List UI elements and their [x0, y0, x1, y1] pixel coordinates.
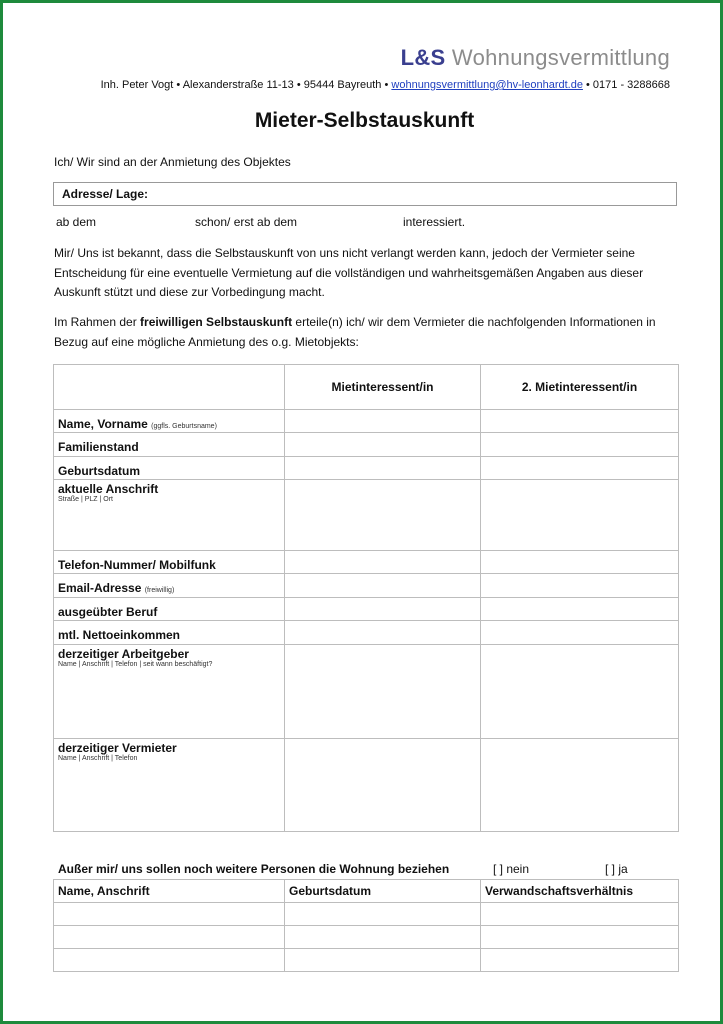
anschrift-sublabel: Straße | PLZ | Ort [58, 496, 113, 503]
row-label [54, 645, 285, 739]
col-header-name: Name, Anschrift [54, 880, 285, 903]
row-label [54, 598, 285, 621]
input-cell[interactable] [285, 903, 481, 926]
col-header-applicant-2: 2. Mietinteressent/in [481, 365, 679, 410]
table-row [54, 551, 679, 574]
input-cell[interactable] [481, 574, 679, 598]
row-label [54, 574, 285, 598]
input-cell[interactable] [54, 949, 285, 972]
interessiert-label: interessiert. [403, 215, 466, 229]
contact-phone: • 0171 - 3288668 [582, 79, 670, 91]
persons-table [53, 879, 679, 972]
row-label [54, 551, 285, 574]
applicant-table [53, 364, 679, 832]
consent-paragraph [54, 313, 679, 352]
input-cell[interactable] [481, 645, 679, 739]
input-cell[interactable] [285, 410, 481, 433]
beruf-label: ausgeübter Beruf [58, 605, 158, 619]
name-sublabel: (ggfls. Geburtsname) [151, 423, 217, 430]
table-row [54, 457, 679, 480]
page-title: Mieter-Selbstauskunft [254, 109, 475, 132]
table-row [54, 621, 679, 645]
input-cell[interactable] [481, 551, 679, 574]
einkommen-label: mtl. Nettoeinkommen [58, 628, 181, 642]
checkbox-nein[interactable]: [ ] nein [493, 862, 530, 876]
input-cell[interactable] [285, 480, 481, 551]
geburtsdatum-label: Geburtsdatum [58, 464, 141, 478]
input-cell[interactable] [481, 457, 679, 480]
table-row [54, 410, 679, 433]
disclaimer-paragraph: Mir/ Uns ist bekannt, dass die Selbstauskunft von uns nicht verlangt werden kann, jedoch der Vermieter seine Entscheidung für eine eventuelle Vermietung auf die vollständigen und wahrheitsgemäßen Angaben aus dieser Auskunft stützt und diese zur Vorbedingung macht. [54, 246, 644, 299]
input-cell[interactable] [285, 574, 481, 598]
logo-initials: L&S [400, 45, 446, 70]
input-cell[interactable] [285, 598, 481, 621]
telefon-label: Telefon-Nummer/ Mobilfunk [58, 558, 216, 572]
input-cell[interactable] [481, 949, 679, 972]
input-cell[interactable] [54, 903, 285, 926]
email-label: Email-Adresse [58, 581, 142, 595]
table-header-row [54, 365, 679, 410]
input-cell[interactable] [481, 410, 679, 433]
input-cell[interactable] [285, 457, 481, 480]
table-row [54, 480, 679, 551]
contact-email-link[interactable]: wohnungsvermittlung@hv-leonhardt.de [391, 79, 583, 91]
input-cell[interactable] [285, 739, 481, 832]
checkbox-ja[interactable]: [ ] ja [605, 862, 628, 876]
familienstand-label: Familienstand [58, 440, 139, 454]
row-label [54, 480, 285, 551]
arbeitgeber-label: derzeitiger Arbeitgeber [58, 647, 189, 661]
company-logo [401, 45, 670, 71]
row-label [54, 433, 285, 457]
address-label: Adresse/ Lage: [62, 187, 149, 201]
table-row [54, 926, 679, 949]
row-label [54, 457, 285, 480]
logo-name: Wohnungsvermittlung [451, 45, 670, 70]
input-cell[interactable] [285, 926, 481, 949]
row-label [54, 621, 285, 645]
anschrift-label: aktuelle Anschrift [58, 482, 159, 496]
arbeitgeber-sublabel: Name | Anschrift | Telefon | seit wann beschäftigt? [58, 661, 213, 668]
col-header-geburtsdatum: Geburtsdatum [285, 880, 481, 903]
input-cell[interactable] [285, 645, 481, 739]
name-label: Name, Vorname [58, 417, 148, 431]
col-header-applicant-1: Mietinteressent/in [285, 365, 481, 410]
table-row [54, 739, 679, 832]
table-row [54, 598, 679, 621]
row-label [54, 410, 285, 433]
input-cell[interactable] [481, 598, 679, 621]
input-cell[interactable] [481, 903, 679, 926]
input-cell[interactable] [285, 621, 481, 645]
table-row [54, 949, 679, 972]
input-cell[interactable] [285, 949, 481, 972]
address-field[interactable] [53, 182, 677, 206]
consent-bold: freiwilligen Selbstauskunft [140, 315, 293, 329]
col-header-verwandschaft: Verwandschaftsverhältnis [481, 880, 679, 903]
input-cell[interactable] [285, 551, 481, 574]
table-row [54, 645, 679, 739]
additional-persons-question: Außer mir/ uns sollen noch weitere Personen die Wohnung beziehen [58, 862, 450, 876]
header-empty-cell [54, 365, 285, 410]
ab-dem-label: ab dem [56, 215, 97, 229]
table-row [54, 433, 679, 457]
consent-pre: Im Rahmen der [54, 315, 141, 329]
input-cell[interactable] [481, 621, 679, 645]
contact-address: Inh. Peter Vogt • Alexanderstraße 11-13 • 95444 Bayreuth • [100, 79, 392, 91]
email-sublabel: (freiwillig) [144, 587, 175, 594]
input-cell[interactable] [481, 739, 679, 832]
input-cell[interactable] [481, 480, 679, 551]
schon-label: schon/ erst ab dem [195, 215, 298, 229]
vermieter-sublabel: Name | Anschrift | Telefon [58, 755, 138, 762]
input-cell[interactable] [54, 926, 285, 949]
consent-post: erteile(n) ich/ wir dem Vermieter die nachfolgenden Informationen in Bezug auf eine mögliche Anmietung des o.g. Mietobjekts: [54, 315, 656, 349]
table-row [54, 574, 679, 598]
intro-text: Ich/ Wir sind an der Anmietung des Objektes [54, 155, 291, 169]
input-cell[interactable] [285, 433, 481, 457]
input-cell[interactable] [481, 926, 679, 949]
table-row [54, 903, 679, 926]
row-label [54, 739, 285, 832]
input-cell[interactable] [481, 433, 679, 457]
vermieter-label: derzeitiger Vermieter [58, 741, 177, 755]
contact-line [101, 79, 670, 91]
persons-header-row [54, 880, 679, 903]
